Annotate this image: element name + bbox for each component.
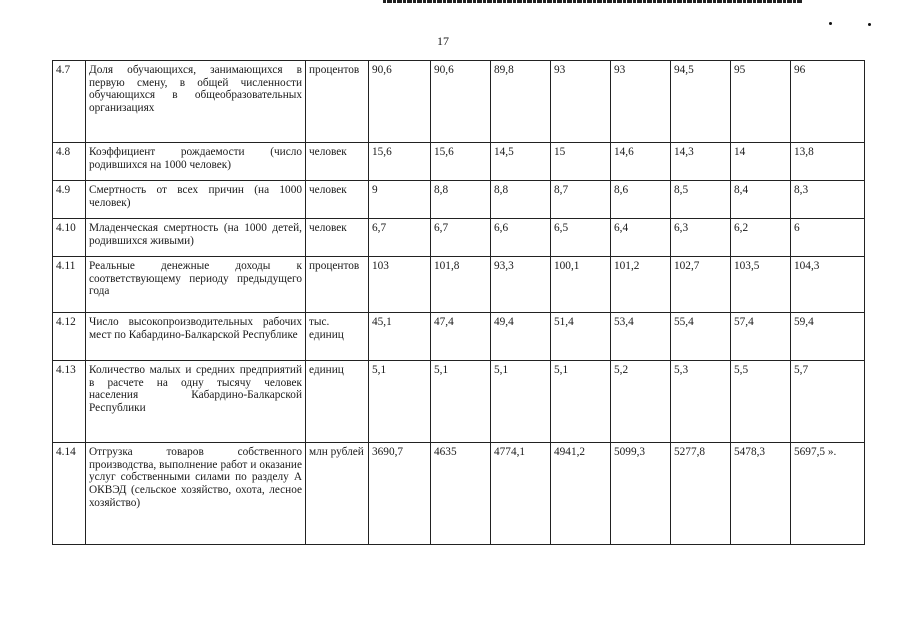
- value-cell: 102,7: [671, 257, 731, 313]
- value-cell: 6,4: [611, 219, 671, 257]
- row-number: 4.12: [53, 313, 86, 361]
- value-cell: 14,6: [611, 143, 671, 181]
- unit-cell: процентов: [306, 257, 369, 313]
- value-cell: 6,3: [671, 219, 731, 257]
- indicator-name: Коэффициент рождаемости (число родившихся на 1000 человек): [86, 143, 306, 181]
- unit-cell: тыс. единиц: [306, 313, 369, 361]
- unit-cell: процентов: [306, 61, 369, 143]
- indicator-name: Доля обучающихся, занимающихся в первую смену, в общей численности обучающихся в общеобразовательных организациях: [86, 61, 306, 143]
- scan-dot: [868, 23, 871, 26]
- unit-cell: человек: [306, 181, 369, 219]
- table-row: [53, 257, 865, 313]
- unit-cell: единиц: [306, 361, 369, 443]
- value-cell: 5277,8: [671, 443, 731, 545]
- value-cell: 8,4: [731, 181, 791, 219]
- value-cell: 93: [551, 61, 611, 143]
- value-cell: 100,1: [551, 257, 611, 313]
- row-number: 4.14: [53, 443, 86, 545]
- indicator-name: Реальные денежные доходы к соответствующему периоду предыдущего года: [86, 257, 306, 313]
- value-cell: 8,7: [551, 181, 611, 219]
- indicator-name: Младенческая смертность (на 1000 детей, родившихся живыми): [86, 219, 306, 257]
- row-number: 4.11: [53, 257, 86, 313]
- value-cell: 103,5: [731, 257, 791, 313]
- value-cell: 90,6: [431, 61, 491, 143]
- indicators-table: [52, 60, 865, 545]
- value-cell: 89,8: [491, 61, 551, 143]
- value-cell: 104,3: [791, 257, 865, 313]
- value-cell: 4635: [431, 443, 491, 545]
- table-row: [53, 181, 865, 219]
- value-cell: 49,4: [491, 313, 551, 361]
- value-cell: 51,4: [551, 313, 611, 361]
- value-cell: 5697,5 ».: [791, 443, 865, 545]
- value-cell: 9: [369, 181, 431, 219]
- value-cell: 5,3: [671, 361, 731, 443]
- value-cell: 5099,3: [611, 443, 671, 545]
- value-cell: 6,7: [431, 219, 491, 257]
- value-cell: 15: [551, 143, 611, 181]
- value-cell: 5,5: [731, 361, 791, 443]
- value-cell: 14,5: [491, 143, 551, 181]
- value-cell: 3690,7: [369, 443, 431, 545]
- value-cell: 103: [369, 257, 431, 313]
- table-row: [53, 443, 865, 545]
- value-cell: 15,6: [431, 143, 491, 181]
- value-cell: 5,1: [551, 361, 611, 443]
- value-cell: 4941,2: [551, 443, 611, 545]
- unit-cell: человек: [306, 143, 369, 181]
- value-cell: 6,7: [369, 219, 431, 257]
- value-cell: 5478,3: [731, 443, 791, 545]
- row-number: 4.10: [53, 219, 86, 257]
- value-cell: 14: [731, 143, 791, 181]
- value-cell: 55,4: [671, 313, 731, 361]
- row-number: 4.9: [53, 181, 86, 219]
- value-cell: 101,8: [431, 257, 491, 313]
- table-row: [53, 143, 865, 181]
- value-cell: 6,2: [731, 219, 791, 257]
- scan-top-line: [383, 0, 803, 3]
- value-cell: 14,3: [671, 143, 731, 181]
- value-cell: 6,6: [491, 219, 551, 257]
- value-cell: 57,4: [731, 313, 791, 361]
- table-row: [53, 219, 865, 257]
- table-row: [53, 361, 865, 443]
- value-cell: 95: [731, 61, 791, 143]
- indicator-name: Смертность от всех причин (на 1000 человек): [86, 181, 306, 219]
- value-cell: 90,6: [369, 61, 431, 143]
- page-number: 17: [437, 34, 449, 48]
- value-cell: 93: [611, 61, 671, 143]
- row-number: 4.7: [53, 61, 86, 143]
- row-number: 4.13: [53, 361, 86, 443]
- indicator-name: Отгрузка товаров собственного производства, выполнение работ и оказание услуг собственными силами по разделу А ОКВЭД (сельское хозяйство, охота, лесное хозяйство): [86, 443, 306, 545]
- value-cell: 6: [791, 219, 865, 257]
- value-cell: 8,6: [611, 181, 671, 219]
- value-cell: 5,1: [491, 361, 551, 443]
- value-cell: 101,2: [611, 257, 671, 313]
- indicator-name: Количество малых и средних предприятий в расчете на одну тысячу человек населения Кабардино-Балкарской Республики: [86, 361, 306, 443]
- value-cell: 8,3: [791, 181, 865, 219]
- value-cell: 53,4: [611, 313, 671, 361]
- value-cell: 5,1: [431, 361, 491, 443]
- row-number: 4.8: [53, 143, 86, 181]
- value-cell: 45,1: [369, 313, 431, 361]
- value-cell: 4774,1: [491, 443, 551, 545]
- value-cell: 59,4: [791, 313, 865, 361]
- value-cell: 47,4: [431, 313, 491, 361]
- unit-cell: человек: [306, 219, 369, 257]
- value-cell: 8,8: [491, 181, 551, 219]
- value-cell: 6,5: [551, 219, 611, 257]
- value-cell: 8,8: [431, 181, 491, 219]
- table-row: [53, 313, 865, 361]
- value-cell: 8,5: [671, 181, 731, 219]
- value-cell: 96: [791, 61, 865, 143]
- scan-dot: [829, 22, 832, 25]
- value-cell: 94,5: [671, 61, 731, 143]
- value-cell: 5,2: [611, 361, 671, 443]
- value-cell: 5,1: [369, 361, 431, 443]
- value-cell: 13,8: [791, 143, 865, 181]
- value-cell: 5,7: [791, 361, 865, 443]
- indicator-name: Число высокопроизводительных рабочих мест по Кабардино-Балкарской Республике: [86, 313, 306, 361]
- value-cell: 15,6: [369, 143, 431, 181]
- unit-cell: млн рублей: [306, 443, 369, 545]
- value-cell: 93,3: [491, 257, 551, 313]
- table-row: [53, 61, 865, 143]
